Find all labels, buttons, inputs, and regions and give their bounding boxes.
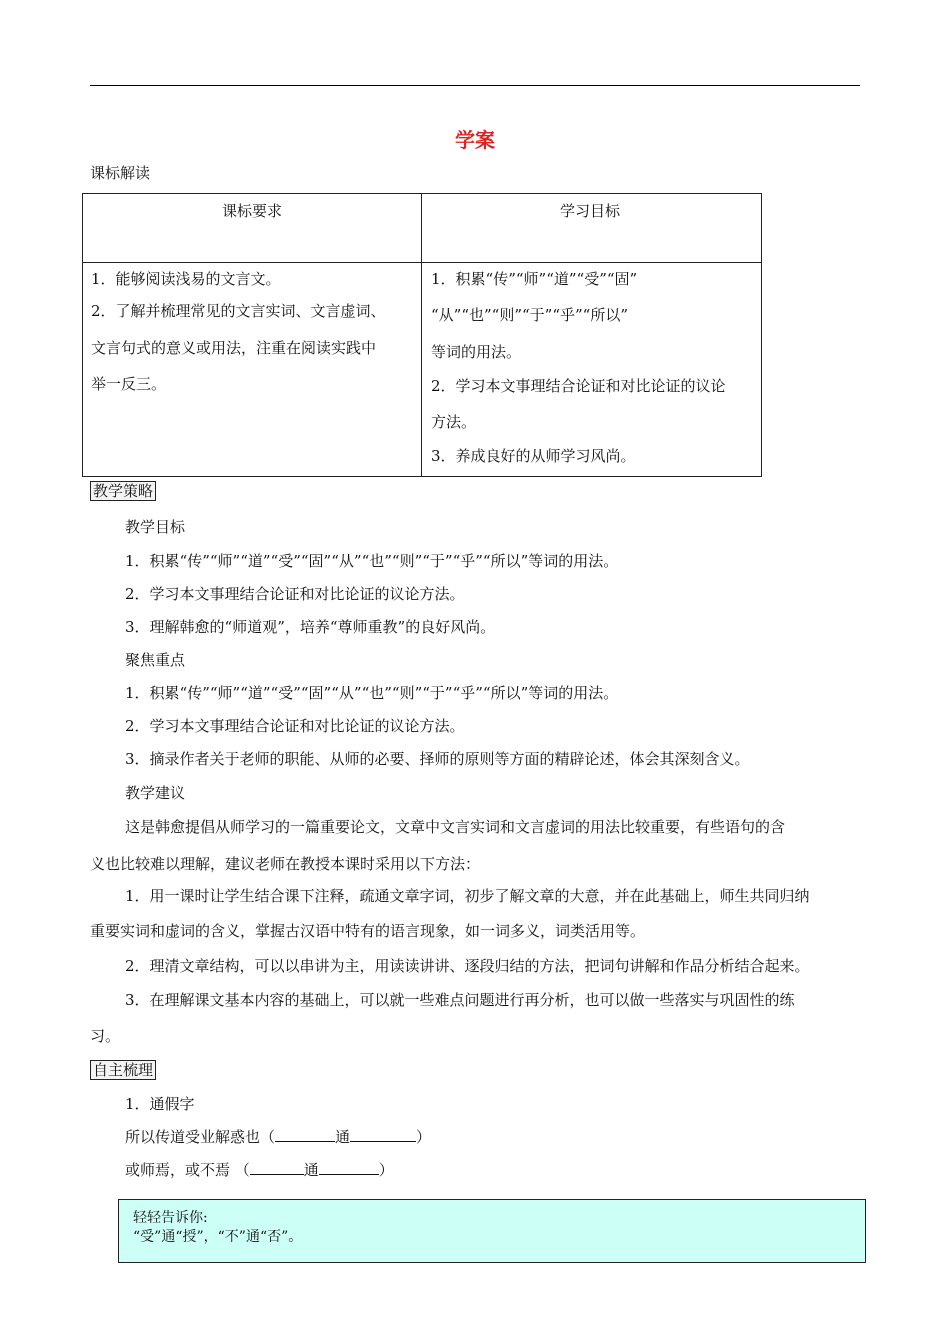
requirement-line: 文言句式的意义或用法，注重在阅读实践中: [91, 339, 377, 357]
answer-blank[interactable]: [350, 1127, 416, 1142]
exercise-mid: 通: [303, 1161, 319, 1179]
exercise-line-2: [125, 1159, 394, 1180]
focus-item: 2．学习本文事理结合论证和对比论证的议论方法。: [125, 717, 465, 735]
header-rule: [90, 85, 860, 86]
table-divider-horizontal: [83, 262, 761, 263]
advice-line: 习。: [90, 1027, 121, 1045]
objective-line: 1．积累“传”“师”“道”“受”“固”: [431, 270, 638, 288]
section-heading-self-review: 自主梳理: [90, 1060, 156, 1080]
requirement-line: 举一反三。: [91, 375, 167, 393]
objective-line: 等词的用法。: [431, 343, 522, 361]
section-heading-curriculum: 课标解读: [90, 164, 151, 182]
advice-line: 1．用一课时让学生结合课下注释，疏通文章字词，初步了解文章的大意，并在此基础上，师生共同归纳: [125, 887, 810, 905]
requirement-line: 2．了解并梳理常见的文言实词、文言虚词、: [91, 302, 386, 320]
subheading-tongjiazi: 1．通假字: [125, 1095, 195, 1113]
exercise-prefix: 或师焉，或不焉 （: [125, 1161, 250, 1179]
goal-item: 2．学习本文事理结合论证和对比论证的议论方法。: [125, 585, 465, 603]
advice-line: 3．在理解课文基本内容的基础上，可以就一些难点问题进行再分析，也可以做一些落实与巩固性的练: [125, 991, 795, 1009]
subheading-teaching-goals: 教学目标: [125, 518, 186, 536]
exercise-prefix: 所以传道受业解惑也（: [125, 1128, 276, 1146]
goal-item: 3．理解韩愈的“师道观”，培养“尊师重教”的良好风尚。: [125, 618, 496, 636]
subheading-advice: 教学建议: [125, 784, 186, 802]
section-heading-teaching-strategy: 教学策略: [90, 481, 156, 501]
tip-title: 轻轻告诉你:: [133, 1210, 208, 1226]
tip-box: [118, 1199, 866, 1263]
objective-line: 2．学习本文事理结合论证和对比论证的议论: [431, 377, 726, 395]
answer-blank[interactable]: [319, 1160, 379, 1175]
tip-text: “受”通“授”，“不”通“否”。: [133, 1229, 303, 1245]
table-header-objectives: 学习目标: [559, 202, 620, 220]
subheading-focus: 聚焦重点: [125, 651, 186, 669]
goal-item: 1．积累“传”“师”“道”“受”“固”“从”“也”“则”“于”“乎”“所以”等词的用法。: [125, 552, 619, 570]
table-header-requirements: 课标要求: [221, 202, 282, 220]
exercise-line-1: [125, 1126, 431, 1147]
table-divider-vertical: [421, 194, 422, 476]
exercise-suffix: ）: [378, 1161, 394, 1179]
advice-line: 义也比较难以理解，建议老师在教授本课时采用以下方法：: [90, 855, 481, 873]
objective-line: 3．养成良好的从师学习风尚。: [431, 447, 636, 465]
exercise-suffix: ）: [416, 1128, 432, 1146]
objective-line: 方法。: [431, 413, 477, 431]
answer-blank[interactable]: [250, 1160, 304, 1175]
exercise-mid: 通: [335, 1128, 351, 1146]
advice-line: 重要实词和虚词的含义，掌握古汉语中特有的语言现象，如一词多义，词类活用等。: [90, 922, 646, 940]
advice-line: 2．理清文章结构，可以以串讲为主，用读读讲讲、逐段归结的方法，把词句讲解和作品分析结合起来。: [125, 957, 810, 975]
focus-item: 1．积累“传”“师”“道”“受”“固”“从”“也”“则”“于”“乎”“所以”等词的用法。: [125, 684, 619, 702]
requirement-line: 1．能够阅读浅易的文言文。: [91, 270, 281, 288]
curriculum-table: [82, 193, 762, 477]
focus-item: 3．摘录作者关于老师的职能、从师的必要、择师的原则等方面的精辟论述，体会其深刻含义。: [125, 750, 750, 768]
objective-line: “从”“也”“则”“于”“乎”“所以”: [431, 306, 629, 324]
page-title: 学案: [455, 128, 495, 152]
advice-line: 这是韩愈提倡从师学习的一篇重要论文，文章中文言实词和文言虚词的用法比较重要，有些语句的含: [125, 818, 786, 836]
answer-blank[interactable]: [275, 1127, 335, 1142]
